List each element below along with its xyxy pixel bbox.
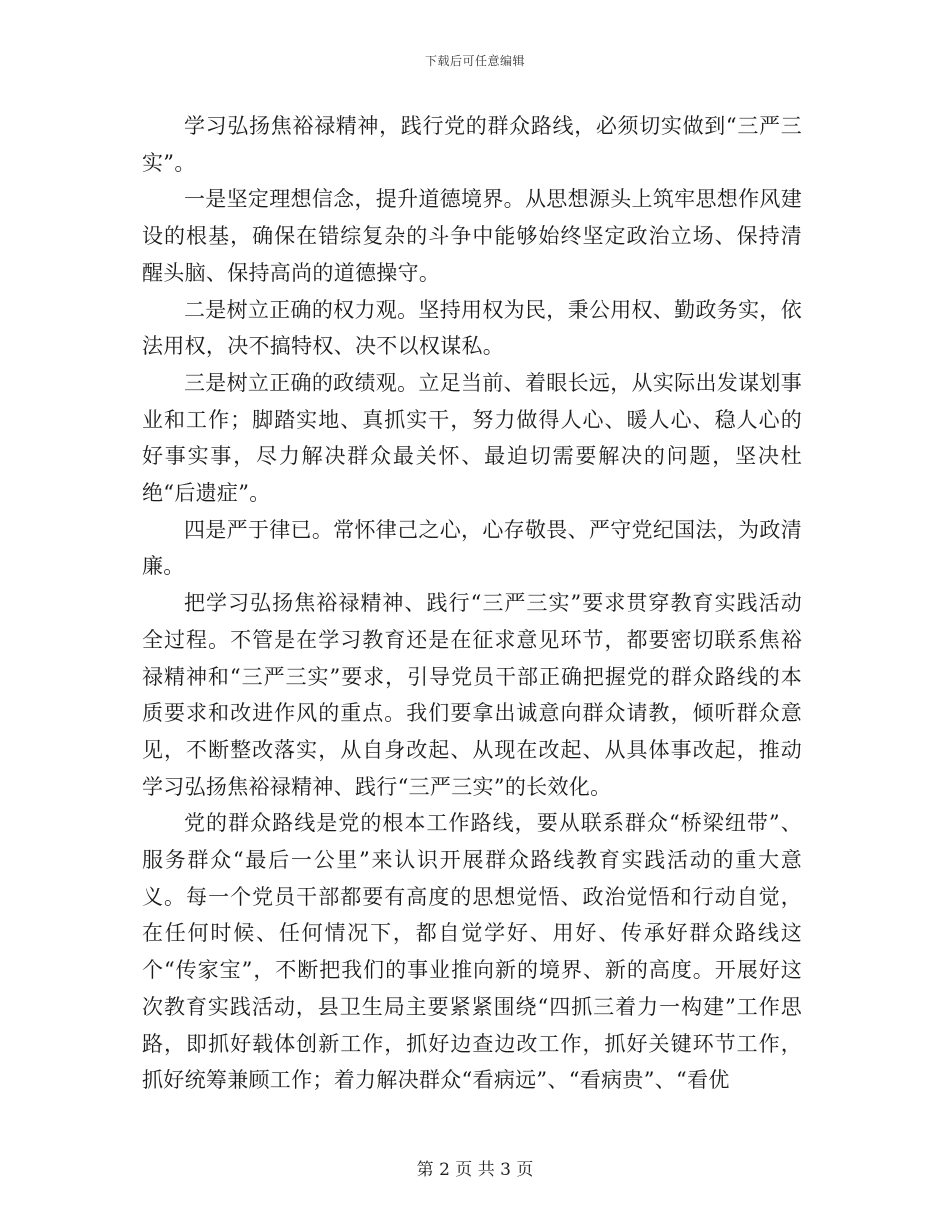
paragraph-4: 三是树立正确的政绩观。立足当前、着眼长远，从实际出发谋划事业和工作；脚踏实地、真抓实干，努力做得人心、暖人心、稳人心的好事实事，尽力解决群众最关怀、最迫切需要解决的问题，坚决杜绝“后遗症”。 xyxy=(142,370,802,506)
paragraph-1: 学习弘扬焦裕禄精神，践行党的群众路线，必须切实做到“三严三实”。 xyxy=(142,114,802,175)
document-body xyxy=(142,108,802,1099)
paragraph-5: 四是严于律已。常怀律己之心，心存敬畏、严守党纪国法，为政清廉。 xyxy=(142,517,802,579)
page-header: 下载后可任意编辑 xyxy=(424,54,525,68)
paragraph-2: 一是坚定理想信念，提升道德境界。从思想源头上筑牢思想作风建设的根基，确保在错综复杂的斗争中能够始终坚定政治立场、保持清醒头脑、保持高尚的道德操守。 xyxy=(142,187,802,285)
page-number: 第 2 页 共 3 页 xyxy=(416,1160,534,1180)
paragraph-7: 党的群众路线是党的根本工作路线，要从联系群众“桥梁纽带”、服务群众“最后一公里”来认识开展群众路线教育实践活动的重大意义。每一个党员干部都要有高度的思想觉悟、政治觉悟和行动自觉，在任何时候、任何情况下，都自觉学好、用好、传承好群众路线这个“传家宝”，不断把我们的事业推向新的境界、新的高度。开展好这次教育实践活动，县卫生局主要紧紧围绕“四抓三着力一构建”工作思路，即抓好载体创新工作，抓好边查边改工作，抓好关键环节工作，抓好统筹兼顾工作；着力解决群众“看病远”、“看病贵”、“看优 xyxy=(142,811,802,1093)
paragraph-6: 把学习弘扬焦裕禄精神、践行“三严三实”要求贯穿教育实践活动全过程。不管是在学习教育还是在征求意见环节，都要密切联系焦裕禄精神和“三严三实”要求，引导党员干部正确把握党的群众路线的本质要求和改进作风的重点。我们要拿出诚意向群众请教，倾听群众意见，不断整改落实，从自身改起、从现在改起、从具体事改起，推动学习弘扬焦裕禄精神、践行“三严三实”的长效化。 xyxy=(142,591,802,799)
paragraph-3: 二是树立正确的权力观。坚持用权为民，秉公用权、勤政务实，依法用权，决不搞特权、决不以权谋私。 xyxy=(142,297,802,359)
